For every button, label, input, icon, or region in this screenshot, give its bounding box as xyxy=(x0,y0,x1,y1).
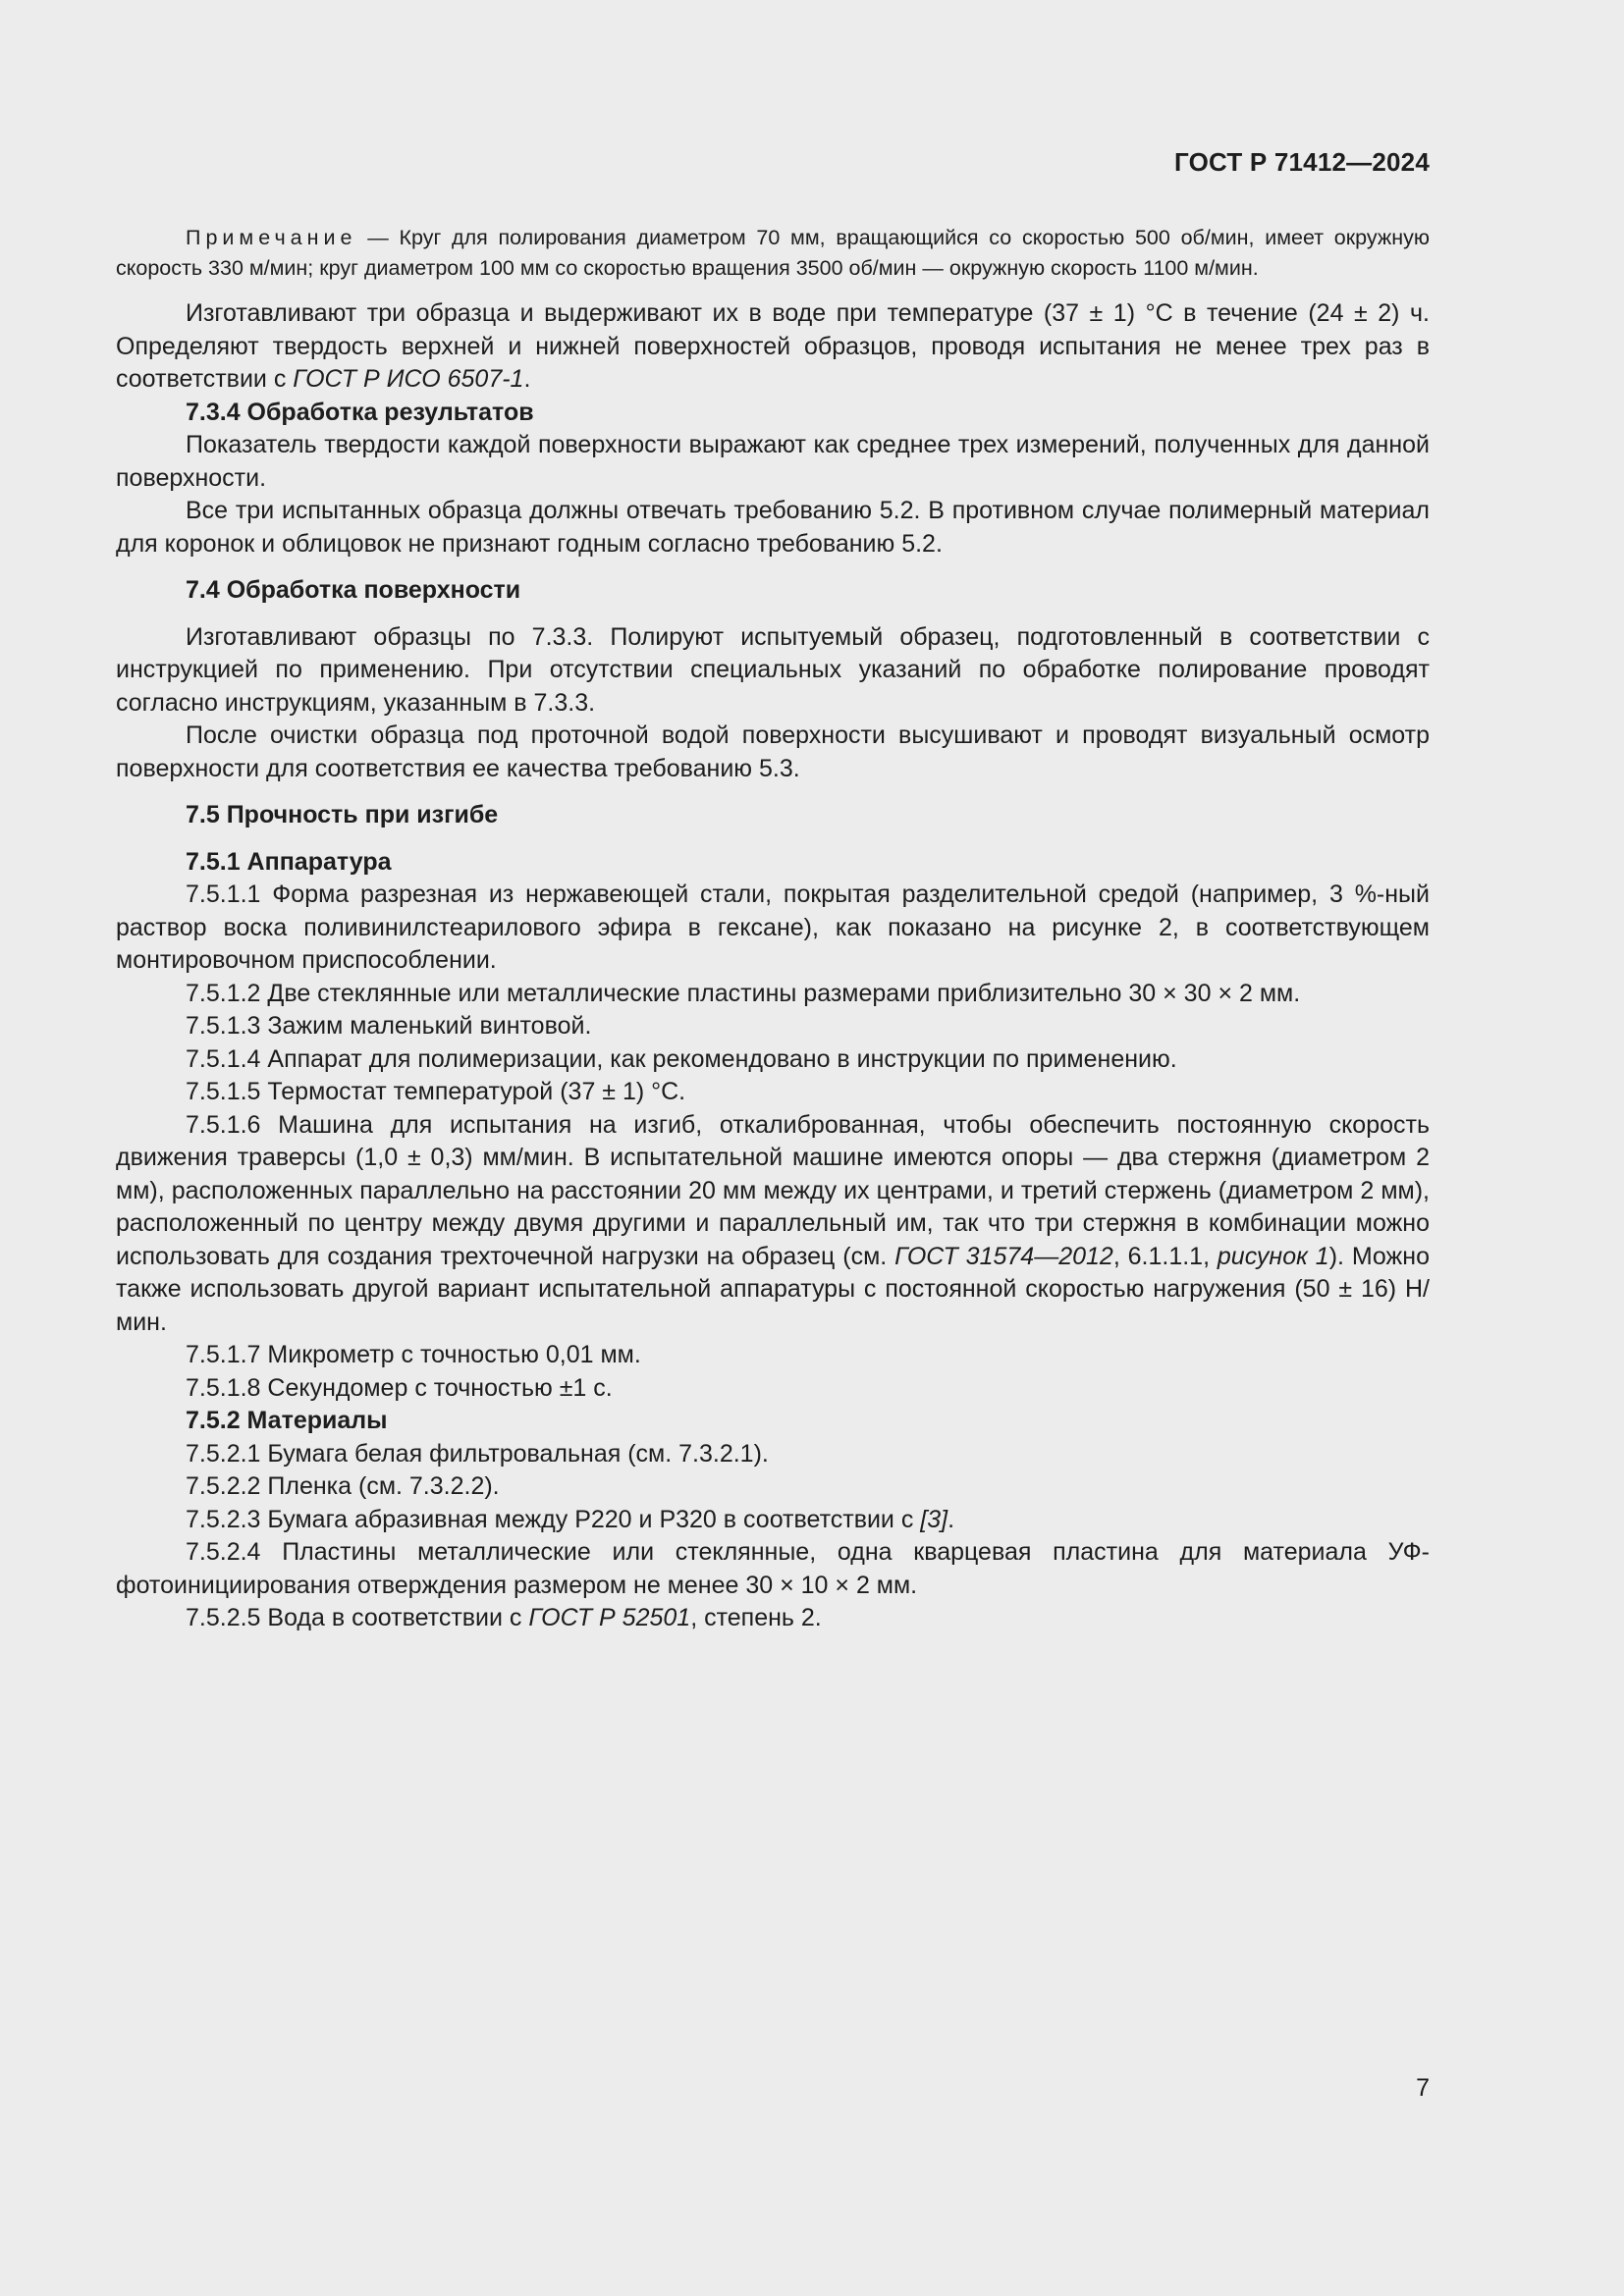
list-item: 7.5.1.1 Форма разрезная из нержавеющей стали, покрытая разделительной средой (например, 3 %-ный раствор воска поливинилстеарилового эфира в гексане), как показано на рисунке 2, в соответствующем монтировочном приспособлении. xyxy=(116,881,1430,974)
list-item xyxy=(116,1504,1430,1537)
paragraph-text: , 6.1.1.1, xyxy=(1112,1242,1218,1270)
paragraph-text: . xyxy=(947,1505,955,1533)
paragraph-text: Изготавливают три образца и выдерживают их в воде при температуре (37 ± 1) °C в течение (24 ± 2) ч. Определяют твердость верхней и нижней поверхностей образцов, проводя испытания не менее трех раз в соответствии с xyxy=(116,299,1430,393)
list-item xyxy=(116,1109,1430,1340)
note-paragraph xyxy=(116,223,1430,284)
page-number: 7 xyxy=(1416,2074,1430,2102)
paragraph-text: 7.5.2.3 Бумага абразивная между Р220 и Р320 в соответствии с xyxy=(186,1505,921,1533)
section-heading-7-3-4: 7.3.4 Обработка результатов xyxy=(186,398,534,426)
paragraph-text: 7.5.1.6 Машина для испытания на изгиб, откалиброванная, чтобы обеспечить постоянную скорость движения траверсы (1,0 ± 0,3) мм/мин. В испытательной машине имеются опоры — два стержня (диаметром 2 мм), расположенных параллельно на расстоянии 20 мм между их центрами, и третий стержень (диаметром 2 мм), расположенный по центру между двумя другими и параллельный им, так что три стержня в комбинации можно использовать для создания трехточечной нагрузки на образец (см. xyxy=(116,1110,1430,1270)
paragraph-text: . xyxy=(523,365,531,393)
list-item: 7.5.2.1 Бумага белая фильтровальная (см. 7.3.2.1). xyxy=(186,1439,769,1468)
note-text: Круг для полирования диаметром 70 мм, вращающийся со скоростью 500 об/мин, имеет окружную скорость 330 м/мин; круг диаметром 100 мм со скоростью вращения 3500 об/мин — окружную скорость 1100 м/мин. xyxy=(116,226,1430,280)
list-item xyxy=(116,1602,1430,1635)
paragraph-text: , степень 2. xyxy=(690,1604,822,1631)
note-label: Примечание xyxy=(186,226,357,249)
paragraph-text: ). Можно также использовать другой вариант испытательной аппаратуры с постоянной скоростью нагружения (50 ± 16) Н/мин. xyxy=(116,1242,1430,1336)
document-body xyxy=(116,223,1430,1635)
paragraph: Все три испытанных образца должны отвечать требованию 5.2. В противном случае полимерный материал для коронок и облицовок не признают годным согласно требованию 5.2. xyxy=(116,497,1430,558)
list-item: 7.5.1.5 Термостат температурой (37 ± 1) °C. xyxy=(186,1078,686,1105)
paragraph-hardness-test xyxy=(116,297,1430,397)
section-heading-7-5-1: 7.5.1 Аппаратура xyxy=(186,847,392,876)
list-item: 7.5.1.3 Зажим маленький винтовой. xyxy=(186,1012,592,1040)
list-item: 7.5.1.7 Микрометр с точностью 0,01 мм. xyxy=(186,1341,641,1368)
standard-reference: ГОСТ Р ИСО 6507-1 xyxy=(293,365,524,393)
list-item: 7.5.2.2 Пленка (см. 7.3.2.2). xyxy=(186,1472,500,1500)
section-heading-7-5-2: 7.5.2 Материалы xyxy=(186,1407,388,1434)
list-item: 7.5.1.8 Секундомер с точностью ±1 с. xyxy=(186,1373,613,1402)
note-dash: — xyxy=(356,226,400,249)
paragraph: После очистки образца под проточной водой поверхности высушивают и проводят визуальный осмотр поверхности для соответствия ее качества требованию 5.3. xyxy=(116,721,1430,782)
paragraph: Изготавливают образцы по 7.3.3. Полируют испытуемый образец, подготовленный в соответствии с инструкцией по применению. При отсутствии специальных указаний по обработке полирование проводят согласно инструкциям, указанным в 7.3.3. xyxy=(116,622,1430,717)
list-item: 7.5.1.4 Аппарат для полимеризации, как рекомендовано в инструкции по применению. xyxy=(186,1044,1177,1073)
standard-reference: ГОСТ Р 52501 xyxy=(528,1604,691,1631)
section-heading-7-5: 7.5 Прочность при изгибе xyxy=(186,801,499,828)
paragraph: Показатель твердости каждой поверхности выражают как среднее трех измерений, полученных для данной поверхности. xyxy=(116,431,1430,492)
standard-reference: ГОСТ 31574—2012 xyxy=(894,1242,1113,1270)
section-heading-7-4: 7.4 Обработка поверхности xyxy=(186,576,521,604)
figure-reference: рисунок 1 xyxy=(1217,1242,1329,1270)
document-code: ГОСТ Р 71412—2024 xyxy=(1174,147,1430,177)
list-item: 7.5.1.2 Две стеклянные или металлические пластины размерами приблизительно 30 × 30 × 2 мм. xyxy=(186,979,1301,1007)
paragraph-text: 7.5.2.5 Вода в соответствии с xyxy=(186,1604,529,1631)
list-item: 7.5.2.4 Пластины металлические или стеклянные, одна кварцевая пластина для материала УФ-фотоинициирования отверждения размером не менее 30 × 10 × 2 мм. xyxy=(116,1538,1430,1599)
bibliography-reference: [3] xyxy=(920,1505,948,1533)
